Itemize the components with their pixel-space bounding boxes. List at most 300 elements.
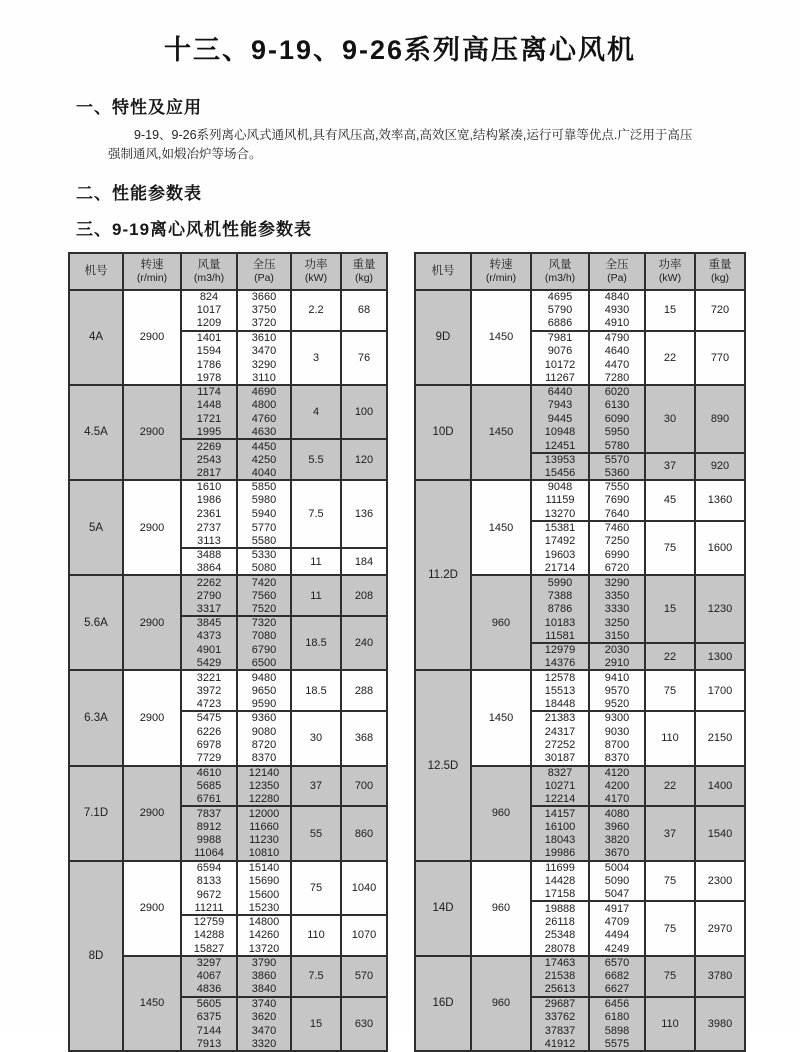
cell-pressure: 15690: [237, 874, 291, 888]
cell-flow: 8327: [531, 766, 589, 780]
cell-pressure: 3250: [589, 616, 645, 630]
cell-pressure: 4250: [237, 453, 291, 467]
cell-pressure: 9360: [237, 711, 291, 725]
cell-rpm: 2900: [123, 766, 181, 861]
cell-weight: 1300: [695, 643, 745, 670]
cell-flow: 41912: [531, 1037, 589, 1051]
cell-pressure: 3620: [237, 1010, 291, 1024]
cell-pressure: 4170: [589, 793, 645, 807]
cell-pressure: 12000: [237, 806, 291, 820]
cell-flow: 6978: [181, 738, 237, 752]
cell-model-number: 11.2D: [415, 480, 471, 670]
cell-flow: 1401: [181, 331, 237, 345]
cell-flow: 12578: [531, 670, 589, 684]
cell-pressure: 15600: [237, 888, 291, 902]
cell-pressure: 3110: [237, 371, 291, 385]
cell-weight: 1230: [695, 575, 745, 643]
cell-flow: 3113: [181, 534, 237, 548]
cell-power: 18.5: [291, 670, 341, 711]
cell-power: 22: [645, 643, 695, 670]
table-header-row: [415, 253, 745, 290]
cell-pressure: 4470: [589, 358, 645, 372]
cell-flow: 5475: [181, 711, 237, 725]
cell-weight: 100: [341, 385, 387, 439]
cell-weight: 1360: [695, 480, 745, 521]
table-header-row: [69, 253, 387, 290]
cell-pressure: 2910: [589, 657, 645, 671]
cell-weight: 184: [341, 548, 387, 575]
cell-flow: 5429: [181, 657, 237, 671]
cell-pressure: 5360: [589, 466, 645, 480]
cell-model-number: 7.1D: [69, 766, 123, 861]
cell-pressure: 5898: [589, 1024, 645, 1038]
cell-power: 22: [645, 331, 695, 385]
cell-flow: 21714: [531, 562, 589, 576]
cell-pressure: 14800: [237, 915, 291, 929]
header-cell-rpm: [123, 253, 181, 290]
cell-weight: 1400: [695, 766, 745, 807]
cell-weight: 860: [341, 806, 387, 860]
cell-power: 75: [645, 901, 695, 955]
cell-flow: 9445: [531, 412, 589, 426]
cell-flow: 8912: [181, 820, 237, 834]
cell-rpm: 1450: [471, 480, 531, 575]
cell-pressure: 3750: [237, 303, 291, 317]
cell-power: 75: [645, 861, 695, 902]
cell-flow: 17492: [531, 534, 589, 548]
cell-rpm: 2900: [123, 861, 181, 956]
header-unit: (m3/h): [544, 271, 576, 284]
cell-flow: 37837: [531, 1024, 589, 1038]
cell-weight: 2970: [695, 901, 745, 955]
cell-rpm: 960: [471, 766, 531, 861]
cell-pressure: 8370: [237, 752, 291, 766]
table-row: [415, 480, 745, 494]
table-row: [69, 480, 387, 494]
tables-container: [68, 252, 800, 1052]
cell-flow: 24317: [531, 725, 589, 739]
cell-flow: 6886: [531, 317, 589, 331]
cell-weight: 570: [341, 956, 387, 997]
cell-flow: 15381: [531, 521, 589, 535]
cell-pressure: 4630: [237, 426, 291, 440]
cell-pressure: 12350: [237, 779, 291, 793]
cell-flow: 7388: [531, 589, 589, 603]
cell-flow: 10183: [531, 616, 589, 630]
cell-pressure: 3470: [237, 344, 291, 358]
cell-weight: 120: [341, 439, 387, 480]
cell-power: 7.5: [291, 956, 341, 997]
cell-pressure: 15140: [237, 861, 291, 875]
cell-weight: 1700: [695, 670, 745, 711]
cell-pressure: 5950: [589, 426, 645, 440]
cell-flow: 27252: [531, 738, 589, 752]
cell-pressure: 9570: [589, 684, 645, 698]
cell-power: 15: [645, 290, 695, 331]
cell-weight: 1540: [695, 806, 745, 860]
cell-pressure: 9520: [589, 698, 645, 712]
cell-pressure: 8720: [237, 738, 291, 752]
cell-pressure: 5047: [589, 888, 645, 902]
cell-flow: 11581: [531, 630, 589, 644]
cell-flow: 9988: [181, 834, 237, 848]
cell-pressure: 3350: [589, 589, 645, 603]
cell-flow: 1786: [181, 358, 237, 372]
cell-rpm: 2900: [123, 575, 181, 670]
cell-rpm: 2900: [123, 670, 181, 765]
cell-pressure: 5940: [237, 507, 291, 521]
header-unit: (r/min): [136, 271, 168, 284]
cell-pressure: 10810: [237, 847, 291, 861]
cell-power: 110: [645, 711, 695, 765]
cell-flow: 6226: [181, 725, 237, 739]
cell-flow: 10948: [531, 426, 589, 440]
cell-power: 15: [291, 997, 341, 1051]
cell-pressure: 5980: [237, 494, 291, 508]
cell-pressure: 5850: [237, 480, 291, 494]
cell-weight: 288: [341, 670, 387, 711]
cell-flow: 7913: [181, 1037, 237, 1051]
cell-weight: 68: [341, 290, 387, 331]
cell-flow: 1017: [181, 303, 237, 317]
header-label: 转速: [489, 258, 513, 271]
cell-pressure: 5080: [237, 562, 291, 576]
cell-pressure: 7690: [589, 494, 645, 508]
cell-flow: 8133: [181, 874, 237, 888]
cell-pressure: 7460: [589, 521, 645, 535]
cell-pressure: 3820: [589, 834, 645, 848]
cell-pressure: 6682: [589, 969, 645, 983]
cell-pressure: 4800: [237, 399, 291, 413]
cell-pressure: 4494: [589, 929, 645, 943]
cell-flow: 19603: [531, 548, 589, 562]
cell-pressure: 4910: [589, 317, 645, 331]
table-row: [69, 670, 387, 684]
cell-flow: 18448: [531, 698, 589, 712]
cell-flow: 1594: [181, 344, 237, 358]
cell-flow: 1978: [181, 371, 237, 385]
cell-pressure: 4840: [589, 290, 645, 304]
cell-flow: 6375: [181, 1010, 237, 1024]
cell-pressure: 4790: [589, 331, 645, 345]
cell-weight: 2300: [695, 861, 745, 902]
cell-rpm: 1450: [471, 385, 531, 480]
cell-power: 37: [645, 806, 695, 860]
cell-model-number: 6.3A: [69, 670, 123, 765]
cell-flow: 8786: [531, 602, 589, 616]
cell-model-number: 8D: [69, 861, 123, 1051]
cell-pressure: 4080: [589, 806, 645, 820]
cell-flow: 2262: [181, 575, 237, 589]
cell-flow: 15513: [531, 684, 589, 698]
cell-pressure: 9480: [237, 670, 291, 684]
cell-weight: 890: [695, 385, 745, 453]
cell-flow: 12214: [531, 793, 589, 807]
cell-rpm: 960: [471, 575, 531, 670]
cell-flow: 11699: [531, 861, 589, 875]
cell-weight: 240: [341, 616, 387, 670]
cell-rpm: 1450: [471, 670, 531, 765]
cell-power: 15: [645, 575, 695, 643]
table-row: [69, 861, 387, 875]
cell-pressure: 11230: [237, 834, 291, 848]
cell-pressure: 4690: [237, 385, 291, 399]
cell-flow: 30187: [531, 752, 589, 766]
cell-power: 75: [645, 670, 695, 711]
cell-pressure: 7640: [589, 507, 645, 521]
cell-flow: 11064: [181, 847, 237, 861]
features-paragraph: 9-19、9-26系列离心风式通风机,具有风压高,效率高,高效区宽,结构紧凑,运行可靠等优点.广泛用于高压强制通风,如煅冶炉等场合。: [108, 128, 693, 162]
cell-weight: 1070: [341, 915, 387, 956]
header-cell-flow: [531, 253, 589, 290]
cell-pressure: 7080: [237, 630, 291, 644]
cell-flow: 5685: [181, 779, 237, 793]
header-label: 风量: [548, 258, 572, 271]
cell-power: 4: [291, 385, 341, 439]
cell-pressure: 6720: [589, 562, 645, 576]
cell-flow: 4901: [181, 643, 237, 657]
cell-flow: 4695: [531, 290, 589, 304]
cell-power: 11: [291, 575, 341, 616]
cell-flow: 2269: [181, 439, 237, 453]
cell-flow: 13270: [531, 507, 589, 521]
cell-pressure: 7520: [237, 602, 291, 616]
header-cell-pressure: [237, 253, 291, 290]
heading-features: 一、特性及应用: [76, 98, 202, 117]
cell-flow: 26118: [531, 915, 589, 929]
cell-flow: 12979: [531, 643, 589, 657]
cell-pressure: 3790: [237, 956, 291, 970]
cell-pressure: 7550: [589, 480, 645, 494]
cell-flow: 4610: [181, 766, 237, 780]
cell-flow: 2817: [181, 466, 237, 480]
cell-flow: 11211: [181, 901, 237, 915]
cell-flow: 14157: [531, 806, 589, 820]
cell-flow: 1610: [181, 480, 237, 494]
cell-flow: 5990: [531, 575, 589, 589]
cell-weight: 368: [341, 711, 387, 765]
cell-flow: 29687: [531, 997, 589, 1011]
cell-model-number: 5A: [69, 480, 123, 575]
cell-pressure: 5575: [589, 1037, 645, 1051]
cell-pressure: 4917: [589, 901, 645, 915]
header-cell-pressure: [589, 253, 645, 290]
cell-rpm: 960: [471, 861, 531, 956]
cell-flow: 15456: [531, 466, 589, 480]
cell-flow: 25348: [531, 929, 589, 943]
cell-pressure: 9590: [237, 698, 291, 712]
cell-model-number: 4.5A: [69, 385, 123, 480]
cell-pressure: 8370: [589, 752, 645, 766]
cell-pressure: 15230: [237, 901, 291, 915]
cell-flow: 3488: [181, 548, 237, 562]
cell-pressure: 7250: [589, 534, 645, 548]
cell-flow: 7837: [181, 806, 237, 820]
cell-pressure: 3610: [237, 331, 291, 345]
cell-flow: 28078: [531, 942, 589, 956]
cell-weight: 3780: [695, 956, 745, 997]
cell-pressure: 3470: [237, 1024, 291, 1038]
cell-flow: 11159: [531, 494, 589, 508]
cell-weight: 770: [695, 331, 745, 385]
cell-model-number: 16D: [415, 956, 471, 1051]
cell-flow: 7943: [531, 399, 589, 413]
cell-flow: 17463: [531, 956, 589, 970]
cell-power: 30: [645, 385, 695, 453]
cell-pressure: 3740: [237, 997, 291, 1011]
cell-pressure: 4930: [589, 303, 645, 317]
cell-power: 110: [291, 915, 341, 956]
cell-pressure: 7320: [237, 616, 291, 630]
cell-pressure: 6456: [589, 997, 645, 1011]
cell-flow: 3221: [181, 670, 237, 684]
cell-flow: 7144: [181, 1024, 237, 1038]
cell-weight: 630: [341, 997, 387, 1051]
cell-pressure: 4249: [589, 942, 645, 956]
cell-flow: 4836: [181, 983, 237, 997]
heading-performance-params: 二、性能参数表: [76, 183, 202, 203]
cell-pressure: 6990: [589, 548, 645, 562]
header-label: 功率: [304, 258, 328, 271]
cell-pressure: 3860: [237, 969, 291, 983]
cell-pressure: 5580: [237, 534, 291, 548]
cell-rpm: 2900: [123, 480, 181, 575]
cell-weight: 920: [695, 453, 745, 480]
table-row: [69, 290, 387, 304]
cell-pressure: 5570: [589, 453, 645, 467]
cell-flow: 4373: [181, 630, 237, 644]
cell-pressure: 5330: [237, 548, 291, 562]
header-label: 机号: [84, 265, 108, 278]
cell-pressure: 6790: [237, 643, 291, 657]
cell-pressure: 4040: [237, 466, 291, 480]
cell-power: 37: [291, 766, 341, 807]
cell-flow: 2737: [181, 521, 237, 535]
cell-power: 37: [645, 453, 695, 480]
cell-power: 7.5: [291, 480, 341, 548]
cell-model-number: 14D: [415, 861, 471, 956]
cell-weight: 1040: [341, 861, 387, 915]
cell-pressure: 6570: [589, 956, 645, 970]
cell-flow: 10271: [531, 779, 589, 793]
cell-pressure: 6020: [589, 385, 645, 399]
table-row: [415, 290, 745, 304]
cell-flow: 13953: [531, 453, 589, 467]
cell-pressure: 4709: [589, 915, 645, 929]
cell-pressure: 9650: [237, 684, 291, 698]
cell-rpm: 2900: [123, 290, 181, 385]
cell-model-number: 5.6A: [69, 575, 123, 670]
cell-flow: 18043: [531, 834, 589, 848]
cell-flow: 824: [181, 290, 237, 304]
cell-flow: 3864: [181, 562, 237, 576]
cell-model-number: 12.5D: [415, 670, 471, 860]
table-row: [415, 861, 745, 875]
table-row: [415, 385, 745, 399]
cell-rpm: 960: [471, 956, 531, 1051]
cell-pressure: 5090: [589, 874, 645, 888]
cell-pressure: 9080: [237, 725, 291, 739]
cell-pressure: 3960: [589, 820, 645, 834]
header-label: 全压: [252, 258, 276, 271]
cell-power: 11: [291, 548, 341, 575]
table-row: [415, 670, 745, 684]
cell-weight: 1600: [695, 521, 745, 575]
cell-power: 55: [291, 806, 341, 860]
header-label: 功率: [658, 258, 682, 271]
cell-power: 75: [645, 956, 695, 997]
header-cell-weight: [695, 253, 745, 290]
cell-pressure: 7560: [237, 589, 291, 603]
cell-model-number: 10D: [415, 385, 471, 480]
header-unit: (r/min): [485, 271, 517, 284]
header-unit: (m3/h): [193, 271, 225, 284]
cell-weight: 136: [341, 480, 387, 548]
cell-pressure: 4760: [237, 412, 291, 426]
cell-pressure: 13720: [237, 942, 291, 956]
cell-pressure: 4450: [237, 439, 291, 453]
heading-919-table: 三、9-19离心风机性能参数表: [76, 219, 313, 239]
header-cell-model: [69, 253, 123, 290]
header-label: 全压: [605, 258, 629, 271]
cell-pressure: 6627: [589, 983, 645, 997]
performance-table-left: [68, 252, 388, 1052]
cell-pressure: 5004: [589, 861, 645, 875]
cell-flow: 3297: [181, 956, 237, 970]
cell-flow: 17158: [531, 888, 589, 902]
cell-power: 75: [291, 861, 341, 915]
cell-weight: 720: [695, 290, 745, 331]
cell-pressure: 4640: [589, 344, 645, 358]
cell-flow: 4723: [181, 698, 237, 712]
cell-power: 110: [645, 997, 695, 1051]
header-cell-power: [645, 253, 695, 290]
header-label: 重量: [352, 258, 376, 271]
cell-pressure: 12140: [237, 766, 291, 780]
cell-flow: 5605: [181, 997, 237, 1011]
table-row: [415, 956, 745, 970]
cell-flow: 21538: [531, 969, 589, 983]
cell-model-number: 9D: [415, 290, 471, 385]
header-unit: (Pa): [254, 271, 274, 284]
table-row: [69, 575, 387, 589]
cell-pressure: 3720: [237, 317, 291, 331]
cell-flow: 6440: [531, 385, 589, 399]
cell-pressure: 6130: [589, 399, 645, 413]
header-unit: (Pa): [607, 271, 627, 284]
header-unit: (kW): [658, 271, 682, 284]
cell-flow: 3972: [181, 684, 237, 698]
cell-power: 18.5: [291, 616, 341, 670]
cell-rpm: 2900: [123, 385, 181, 480]
cell-flow: 1209: [181, 317, 237, 331]
page-title: 十三、9-19、9-26系列高压离心风机: [163, 35, 637, 65]
cell-flow: 15827: [181, 942, 237, 956]
cell-rpm: 1450: [123, 956, 181, 1051]
cell-flow: 1986: [181, 494, 237, 508]
cell-flow: 9048: [531, 480, 589, 494]
cell-weight: 2150: [695, 711, 745, 765]
cell-flow: 7729: [181, 752, 237, 766]
cell-flow: 33762: [531, 1010, 589, 1024]
cell-pressure: 3670: [589, 847, 645, 861]
cell-pressure: 7280: [589, 371, 645, 385]
cell-flow: 14376: [531, 657, 589, 671]
cell-pressure: 9300: [589, 711, 645, 725]
cell-flow: 14428: [531, 874, 589, 888]
cell-flow: 2361: [181, 507, 237, 521]
cell-pressure: 3840: [237, 983, 291, 997]
